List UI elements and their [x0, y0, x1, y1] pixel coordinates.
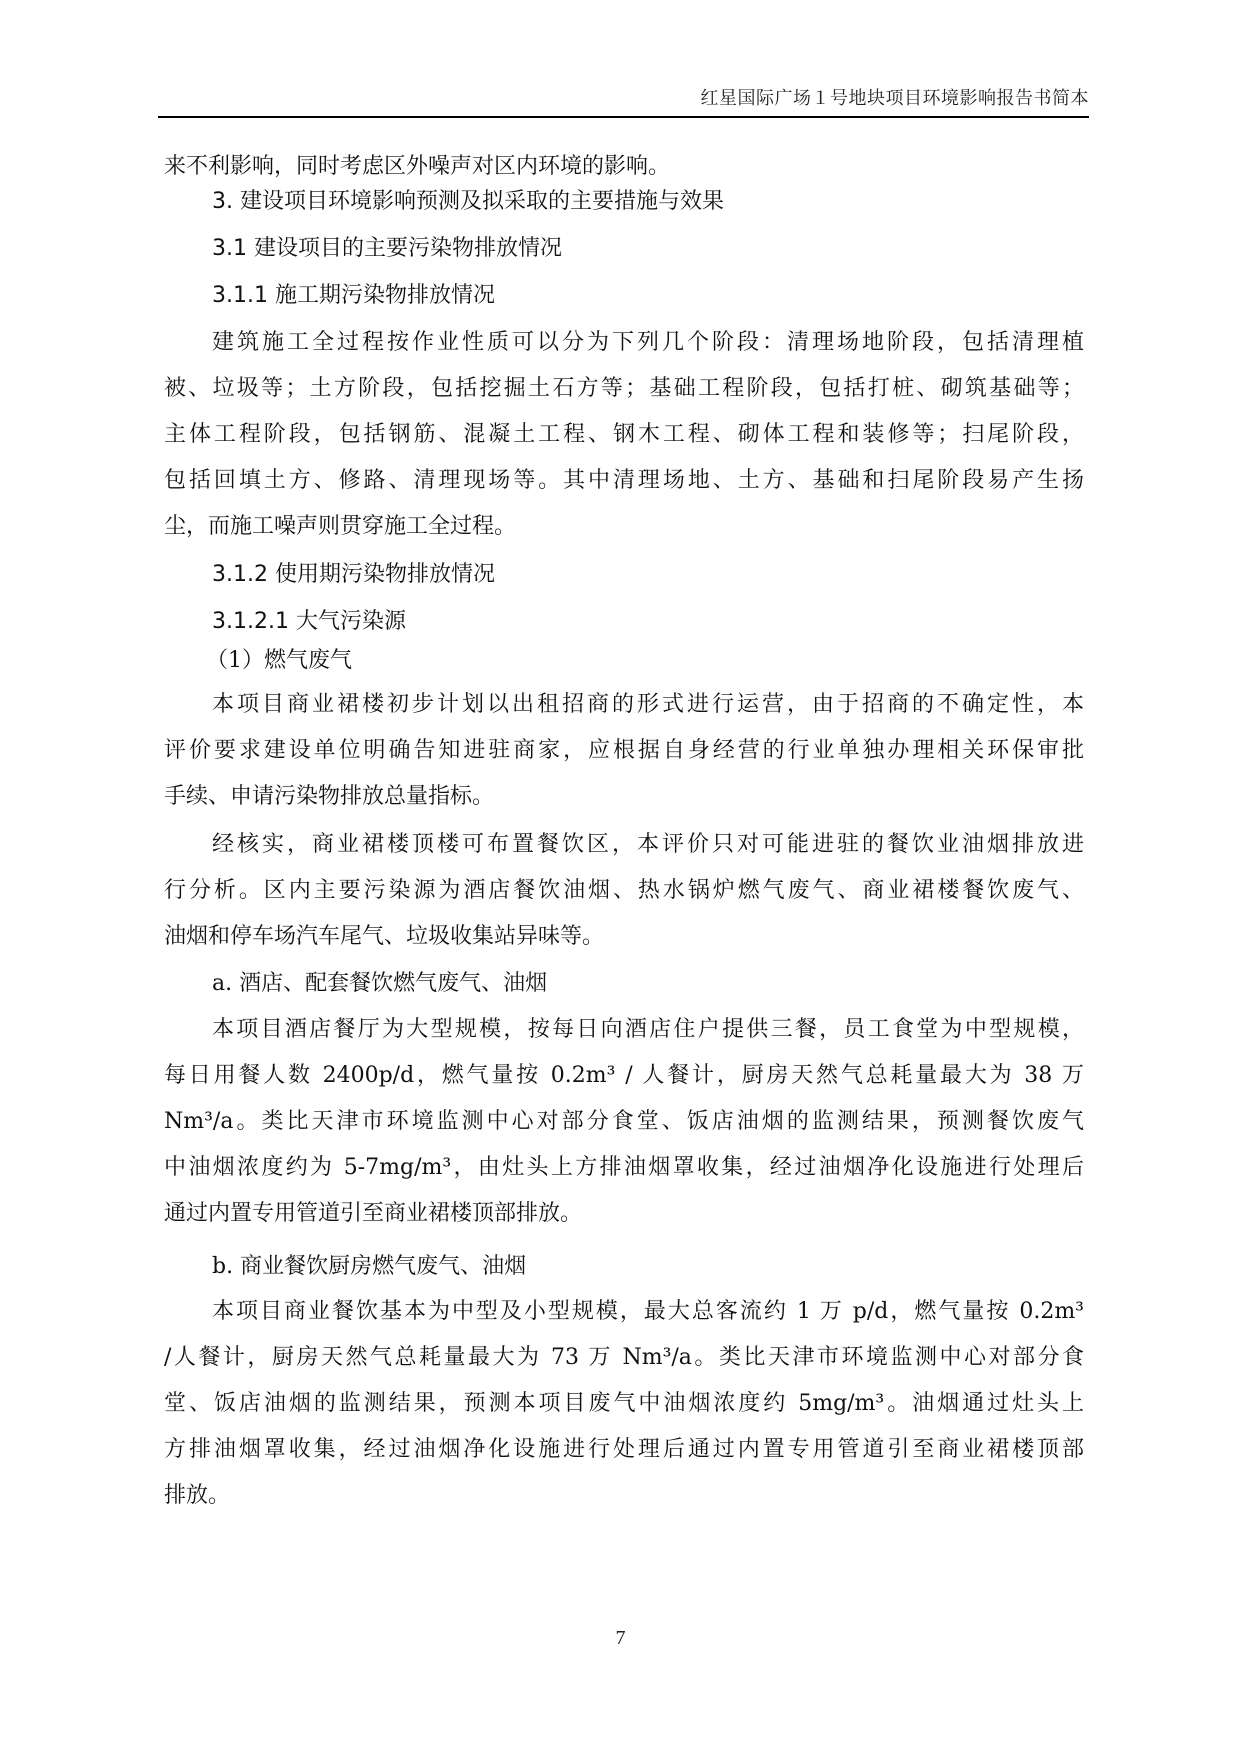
running-header: 红星国际广场１号地块项目环境影响报告书简本 [700, 88, 1089, 109]
body-line: 评价要求建设单位明确告知进驻商家，应根据自身经营的行业单独办理相关环保审批 [164, 738, 1084, 763]
section-heading: 3.1.2 使用期污染物排放情况 [212, 562, 495, 587]
body-line: 来不利影响，同时考虑区外噪声对区内环境的影响。 [164, 154, 671, 179]
body-line: 建筑施工全过程按作业性质可以分为下列几个阶段：清理场地阶段，包括清理植 [212, 330, 1084, 355]
body-line: 通过内置专用管道引至商业裙楼顶部排放。 [164, 1201, 583, 1226]
subsection-heading: （1）燃气废气 [206, 648, 352, 673]
body-line: 经核实，商业裙楼顶楼可布置餐饮区，本评价只对可能进驻的餐饮业油烟排放进 [212, 832, 1084, 857]
body-line: Nm³/a。类比天津市环境监测中心对部分食堂、饭店油烟的监测结果，预测餐饮废气 [164, 1109, 1084, 1134]
body-line: 油烟和停车场汽车尾气、垃圾收集站异味等。 [164, 924, 605, 949]
body-line: 方排油烟罩收集，经过油烟净化设施进行处理后通过内置专用管道引至商业裙楼顶部 [164, 1437, 1084, 1462]
body-line: 本项目商业裙楼初步计划以出租招商的形式进行运营，由于招商的不确定性，本 [212, 692, 1084, 717]
body-line: 本项目酒店餐厅为大型规模，按每日向酒店住户提供三餐，员工食堂为中型规模， [212, 1017, 1084, 1042]
body-line: /人餐计，厨房天然气总耗量最大为 73 万 Nm³/a。类比天津市环境监测中心对部分食 [164, 1345, 1084, 1370]
section-heading: 3.1.1 施工期污染物排放情况 [212, 283, 495, 308]
body-line: 每日用餐人数 2400p/d，燃气量按 0.2m³ / 人餐计，厨房天然气总耗量最大为 38 万 [164, 1063, 1084, 1088]
body-line: 被、垃圾等；土方阶段，包括挖掘土石方等；基础工程阶段，包括打桩、砌筑基础等； [164, 376, 1084, 401]
body-line: 主体工程阶段，包括钢筋、混凝土工程、钢木工程、砌体工程和装修等；扫尾阶段， [164, 422, 1084, 447]
subsection-heading: a. 酒店、配套餐饮燃气废气、油烟 [212, 971, 548, 996]
body-line: 本项目商业餐饮基本为中型及小型规模，最大总客流约 1 万 p/d，燃气量按 0.2m³ [212, 1299, 1084, 1324]
section-heading: 3. 建设项目环境影响预测及拟采取的主要措施与效果 [212, 189, 724, 214]
body-line: 包括回填土方、修路、清理现场等。其中清理场地、土方、基础和扫尾阶段易产生扬 [164, 468, 1084, 493]
body-line: 堂、饭店油烟的监测结果，预测本项目废气中油烟浓度约 5mg/m³。油烟通过灶头上 [164, 1391, 1084, 1416]
body-line: 尘，而施工噪声则贯穿施工全过程。 [164, 514, 517, 539]
subsection-heading: b. 商业餐饮厨房燃气废气、油烟 [212, 1254, 527, 1279]
body-line: 行分析。区内主要污染源为酒店餐饮油烟、热水锅炉燃气废气、商业裙楼餐饮废气、 [164, 878, 1084, 903]
page-number: 7 [615, 1627, 626, 1649]
body-line: 排放。 [164, 1483, 231, 1508]
body-line: 中油烟浓度约为 5-7mg/m³，由灶头上方排油烟罩收集，经过油烟净化设施进行处理后 [164, 1155, 1084, 1180]
section-heading: 3.1.2.1 大气污染源 [212, 609, 406, 634]
section-heading: 3.1 建设项目的主要污染物排放情况 [212, 236, 562, 261]
header-rule [158, 116, 1089, 118]
body-line: 手续、申请污染物排放总量指标。 [164, 784, 495, 809]
